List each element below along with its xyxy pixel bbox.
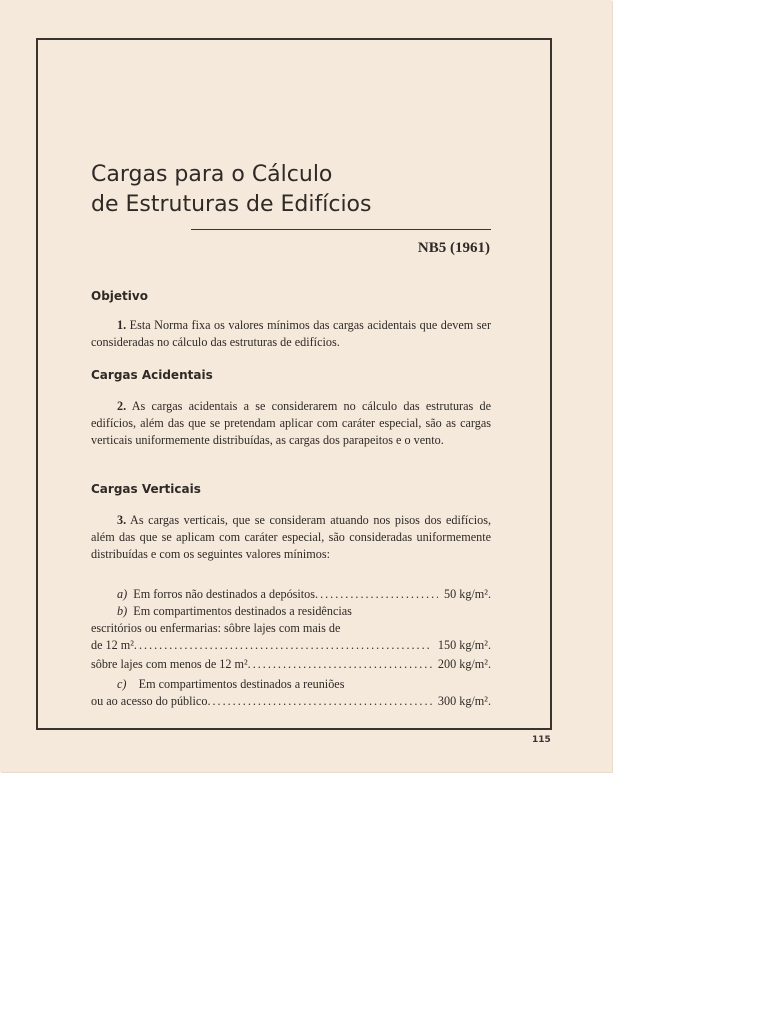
load-value: 300 kg/m². bbox=[437, 694, 491, 708]
load-value: 150 kg/m². bbox=[437, 638, 491, 652]
load-value: 200 kg/m². bbox=[437, 657, 491, 671]
paragraph-1 bbox=[91, 317, 491, 351]
title-line-1: Cargas para o Cálculo bbox=[91, 162, 333, 187]
section-heading-cargas-acidentais: Cargas Acidentais bbox=[91, 368, 213, 382]
leader-dots bbox=[134, 637, 432, 654]
leader-dots bbox=[207, 693, 431, 710]
load-value: 50 kg/m². bbox=[444, 587, 491, 601]
paragraph-3 bbox=[91, 512, 491, 563]
standard-code: NB5 (1961) bbox=[417, 240, 490, 256]
item-mark: c) bbox=[117, 677, 127, 691]
load-item-b-row-2 bbox=[91, 656, 491, 673]
load-item-b-intro bbox=[91, 603, 491, 620]
title-underline bbox=[191, 229, 491, 230]
paragraph-text: As cargas acidentais a se considerarem no cálculo das estruturas de edifícios, além das que se pretendam aplicar com caráter especial, são as cargas verticais uniformemente distribuídas, as cargas dos parapeitos e o vento. bbox=[91, 399, 492, 447]
load-item-a bbox=[91, 586, 491, 603]
row-label: sôbre lajes com menos de 12 m² bbox=[91, 657, 248, 671]
paragraph-2 bbox=[91, 398, 491, 449]
paragraph-number: 3. bbox=[117, 513, 127, 527]
load-item-b-row-1 bbox=[91, 637, 491, 654]
page-number: 115 bbox=[532, 735, 551, 745]
item-intro: Em compartimentos destinados a reuniões bbox=[138, 677, 345, 691]
paragraph-number: 2. bbox=[117, 399, 127, 413]
row-label: de 12 m² bbox=[91, 638, 134, 652]
load-item-c-intro bbox=[91, 676, 491, 693]
item-mark: a) Em forros não destinados a depósitos bbox=[117, 587, 316, 601]
leader-dots bbox=[248, 656, 432, 673]
leader-dots bbox=[315, 586, 438, 603]
item-intro-line-2: escritórios ou enfermarias: sôbre lajes com mais de bbox=[91, 621, 341, 635]
title-line-2: de Estruturas de Edifícios bbox=[91, 192, 372, 217]
row-label: ou ao acesso do público bbox=[91, 694, 208, 708]
document-title bbox=[91, 160, 371, 220]
paragraph-number: 1. bbox=[117, 318, 127, 332]
section-heading-objetivo: Objetivo bbox=[91, 289, 148, 303]
paragraph-text: As cargas verticais, que se consideram atuando nos pisos dos edifícios, além das que se aplicam com caráter especial, são consideradas uniformemente distribuídas e com os seguintes valores mínimos: bbox=[91, 513, 491, 561]
load-item-c-row bbox=[91, 693, 491, 710]
section-heading-cargas-verticais: Cargas Verticais bbox=[91, 482, 201, 496]
item-intro-line-1: Em compartimentos destinados a residências bbox=[133, 604, 352, 618]
paragraph-text: Esta Norma fixa os valores mínimos das cargas acidentais que devem ser consideradas no cálculo das estruturas de edifícios. bbox=[91, 318, 492, 349]
item-mark: b) bbox=[117, 604, 128, 618]
